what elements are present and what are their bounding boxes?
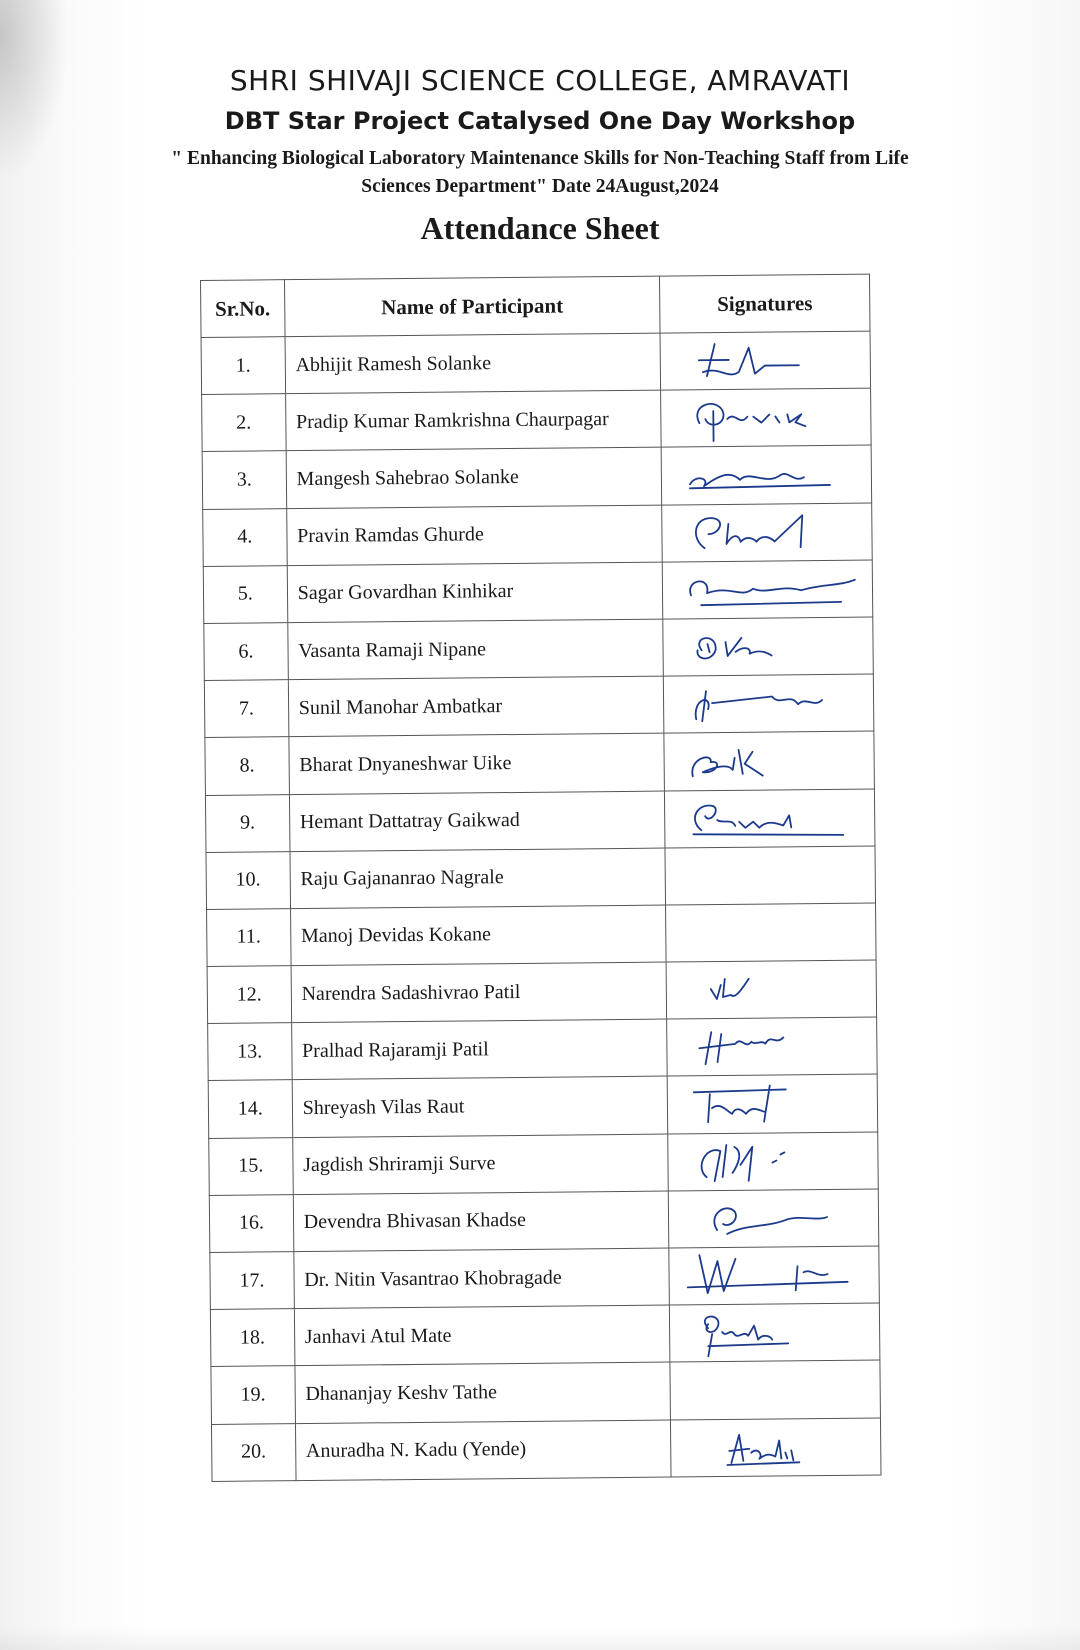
table-row: [203, 503, 873, 567]
row-sr: 18.: [210, 1309, 294, 1367]
row-sr: 11.: [207, 909, 291, 967]
row-signature: [667, 1017, 877, 1076]
attendance-table: [200, 274, 882, 1482]
row-name: Pralhad Rajaramji Patil: [291, 1019, 667, 1080]
row-name: Raju Gajananrao Nagrale: [290, 848, 666, 909]
row-name: Hemant Dattatray Gaikwad: [289, 791, 665, 852]
handwritten-signature: [670, 449, 860, 501]
table-header-row: [201, 274, 871, 337]
row-sr: 14.: [208, 1080, 292, 1138]
row-signature: [669, 1246, 879, 1305]
handwritten-signature: [673, 735, 863, 787]
handwritten-signature: [679, 1421, 869, 1473]
handwritten-signature: [673, 792, 863, 844]
row-sr: 8.: [205, 737, 289, 795]
row-name: Pradip Kumar Ramkrishna Chaurpagar: [285, 390, 661, 451]
handwritten-signature: [677, 1250, 867, 1302]
handwritten-signature: [672, 678, 862, 730]
row-sr: 12.: [207, 966, 291, 1024]
row-signature: [664, 731, 874, 790]
table-row: [201, 331, 871, 395]
row-sr: 20.: [211, 1423, 295, 1481]
row-name: Mangesh Sahebrao Solanke: [286, 447, 662, 508]
table-row: [205, 731, 875, 795]
row-name: Pravin Ramdas Ghurde: [286, 505, 662, 566]
row-name: Dhananjay Keshv Tathe: [295, 1362, 671, 1423]
document-header: [0, 56, 1080, 247]
handwritten-signature: [669, 392, 859, 444]
handwritten-signature: [669, 335, 859, 387]
row-signature: [661, 388, 871, 447]
table-row: [204, 674, 874, 738]
row-signature: [662, 503, 872, 562]
table-row: [206, 846, 876, 910]
row-signature-empty: [665, 846, 875, 905]
row-name: Devendra Bhivasan Khadse: [293, 1191, 669, 1252]
row-signature: [662, 560, 872, 619]
row-signature: [669, 1303, 879, 1362]
handwritten-signature: [678, 1307, 868, 1359]
table-row: [208, 1017, 878, 1081]
row-signature: [660, 331, 870, 390]
row-name: Sagar Govardhan Kinhikar: [287, 562, 663, 623]
row-name: Vasanta Ramaji Nipane: [287, 619, 663, 680]
row-signature-empty: [666, 903, 876, 962]
row-signature: [671, 1418, 881, 1477]
row-name: Bharat Dnyaneshwar Uike: [289, 733, 665, 794]
header-sr-no: Sr.No.: [201, 280, 285, 338]
row-sr: 15.: [209, 1137, 293, 1195]
table-row: [208, 1074, 878, 1138]
handwritten-signature: [676, 1078, 866, 1130]
table-row: [202, 388, 872, 452]
college-name: SHRI SHIVAJI SCIENCE COLLEGE, AMRAVATI: [229, 64, 851, 97]
row-sr: 4.: [203, 508, 287, 566]
row-signature: [663, 617, 873, 676]
row-signature: [665, 789, 875, 848]
row-name: Jagdish Shriramji Surve: [292, 1134, 668, 1195]
row-sr: 6.: [204, 623, 288, 681]
row-sr: 5.: [203, 565, 287, 623]
handwritten-signature: [671, 621, 861, 673]
handwritten-signature: [675, 964, 865, 1016]
row-signature: [668, 1132, 878, 1191]
table-row: [205, 789, 875, 853]
table-row: [204, 617, 874, 681]
row-sr: 13.: [208, 1023, 292, 1081]
row-signature-empty: [670, 1360, 880, 1419]
handwritten-signature: [670, 506, 860, 558]
table-row: [211, 1418, 881, 1482]
handwritten-signature: [671, 564, 861, 616]
row-name: Sunil Manohar Ambatkar: [288, 676, 664, 737]
table-row: [207, 903, 877, 967]
row-name: Manoj Devidas Kokane: [290, 905, 666, 966]
row-name: Dr. Nitin Vasantrao Khobragade: [294, 1248, 670, 1309]
workshop-theme: " Enhancing Biological Laboratory Maintenance Skills for Non-Teaching Staff from Life Sciences Department" Date 24August,2024: [171, 148, 909, 198]
row-signature: [666, 960, 876, 1019]
table-row: [209, 1189, 879, 1253]
row-signature: [663, 674, 873, 733]
row-signature: [661, 445, 871, 504]
table-row: [210, 1303, 880, 1367]
page-edge: [0, 1626, 1080, 1650]
row-name: Abhijit Ramesh Solanke: [285, 333, 661, 394]
sheet-title: Attendance Sheet: [420, 209, 660, 246]
table-row: [210, 1246, 880, 1310]
row-sr: 10.: [206, 851, 290, 909]
table-row: [202, 445, 872, 509]
row-name: Narendra Sadashivrao Patil: [291, 962, 667, 1023]
table-row: [211, 1360, 881, 1424]
row-signature: [667, 1074, 877, 1133]
row-name: Anuradha N. Kadu (Yende): [295, 1420, 671, 1481]
row-sr: 2.: [202, 394, 286, 452]
project-title: DBT Star Project Catalysed One Day Workshop: [224, 107, 856, 135]
row-sr: 19.: [211, 1366, 295, 1424]
table-row: [209, 1132, 879, 1196]
handwritten-signature: [676, 1135, 866, 1187]
table-row: [207, 960, 877, 1024]
handwritten-signature: [677, 1193, 867, 1245]
row-sr: 17.: [210, 1252, 294, 1310]
row-name: Janhavi Atul Mate: [294, 1305, 670, 1366]
row-sr: 3.: [202, 451, 286, 509]
row-sr: 9.: [205, 794, 289, 852]
header-name: Name of Participant: [284, 276, 660, 337]
row-signature: [668, 1189, 878, 1248]
table-row: [203, 560, 873, 624]
handwritten-signature: [675, 1021, 865, 1073]
row-sr: 16.: [209, 1194, 293, 1252]
row-name: Shreyash Vilas Raut: [292, 1076, 668, 1137]
header-signature: Signatures: [660, 274, 870, 333]
row-sr: 1.: [201, 337, 285, 395]
row-sr: 7.: [204, 680, 288, 738]
